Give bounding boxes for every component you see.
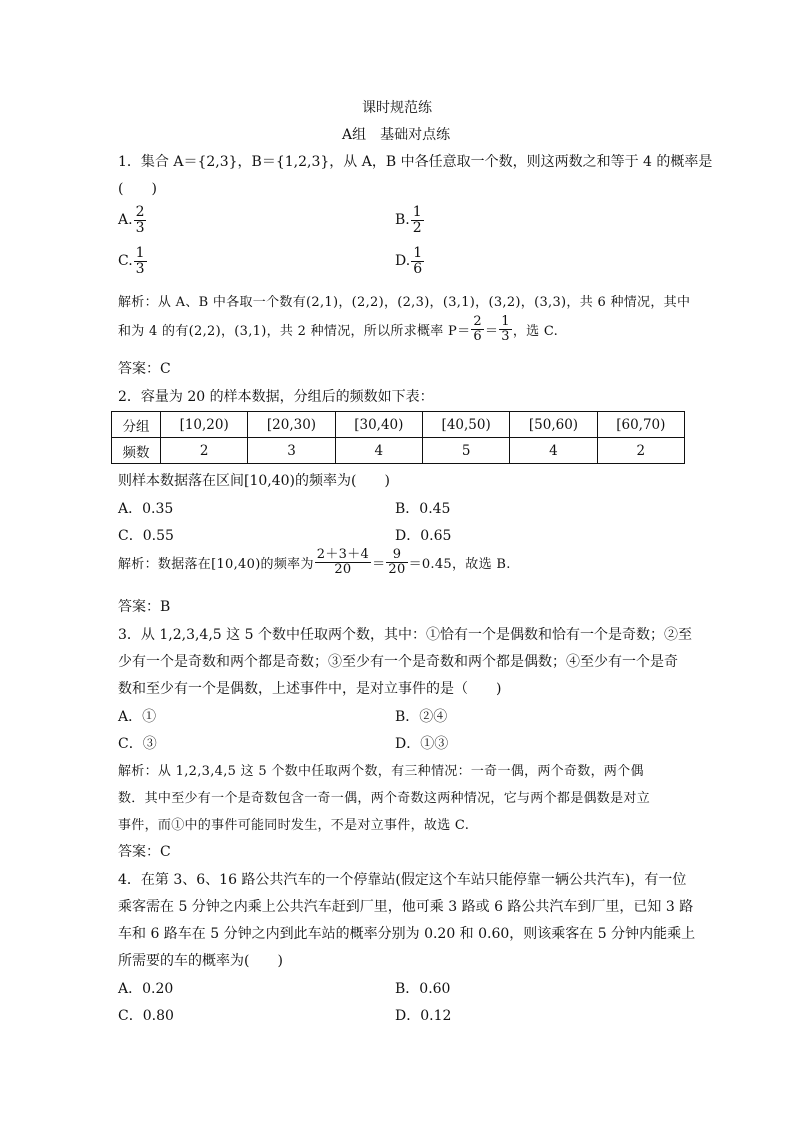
q1-option-b — [395, 205, 425, 235]
q3-option-d: D．①③ — [395, 736, 449, 752]
q3-stem-line3: 数和至少有一个是偶数，上述事件中，是对立事件的是（ ) — [118, 681, 502, 697]
q2-solution-fraction-2: $\frac{9}{20}$ — [388, 547, 406, 577]
q4-stem-line4: 所需要的车的概率为( ) — [118, 953, 283, 969]
q4-option-d: D．0.12 — [395, 1008, 452, 1024]
q2-option-b: B．0.45 — [395, 501, 451, 517]
q2-stem-line1: 2．容量为 20 的样本数据，分组后的频数如下表： — [118, 389, 434, 405]
q1-option-b-fraction: $\frac{1}{2}$ — [412, 204, 422, 236]
table-cell-count: 2 — [597, 438, 684, 464]
q1-option-d-fraction: $\frac{1}{6}$ — [413, 245, 423, 277]
q1-option-a-label: A. — [118, 212, 133, 229]
table-cell-group: [20,30) — [248, 412, 335, 438]
q3-option-b: B．②④ — [395, 709, 448, 725]
q2-answer: 答案：B — [118, 599, 171, 615]
frequency-table — [111, 411, 685, 464]
q2-option-c: C．0.55 — [118, 528, 174, 544]
q1-solution-line2: 和为 4 的有(2,2)，(3,1)，共 2 种情况，所以所求概率 P＝ $\frac{2}{6}$ ＝ $\frac{1}{3}$ ，选 C. — [118, 314, 559, 344]
table-cell-group: [40,50) — [422, 412, 509, 438]
q4-option-a: A．0.20 — [118, 981, 174, 997]
q4-option-c: C．0.80 — [118, 1008, 174, 1024]
q1-option-d — [395, 246, 425, 276]
section-subtitle: A组 基础对点练 — [342, 127, 451, 143]
q1-option-c-label: C. — [118, 253, 133, 270]
q3-solution-line1: 解析：从 1,2,3,4,5 这 5 个数中任取两个数，有三种情况：一奇一偶，两个奇数，两个偶 — [118, 764, 644, 779]
table-cell-group: [30,40) — [335, 412, 422, 438]
table-cell-count: 4 — [510, 438, 597, 464]
q1-option-a — [118, 205, 147, 235]
table-cell-count: 2 — [161, 438, 248, 464]
table-row — [112, 438, 685, 464]
q3-stem-line2: 少有一个是奇数和两个都是奇数；③至少有一个是奇数和两个都是偶数；④至少有一个是奇 — [118, 654, 678, 670]
q1-answer: 答案：C — [118, 361, 171, 377]
q3-option-a: A．① — [118, 709, 157, 725]
q4-stem-line1: 4．在第 3、6、16 路公共汽车的一个停靠站(假定这个车站只能停靠一辆公共汽车)，有一位 — [118, 872, 687, 888]
q2-stem-line2: 则样本数据落在区间[10,40)的频率为( ) — [118, 473, 390, 489]
q1-option-c-fraction: $\frac{1}{3}$ — [135, 245, 145, 277]
q3-answer: 答案：C — [118, 844, 171, 860]
table-row — [112, 412, 685, 438]
q2-option-d: D．0.65 — [395, 528, 452, 544]
q2-solution: 解析：数据落在[10,40)的频率为 $\frac{2+3+4}{20}$ ＝ $\frac{9}{20}$ ＝0.45，故选 B. — [118, 547, 511, 577]
q1-stem-line2: ( ) — [118, 181, 157, 197]
table-cell-count: 5 — [422, 438, 509, 464]
q3-option-c: C．③ — [118, 736, 157, 752]
table-row-header-count: 频数 — [112, 438, 161, 464]
q4-stem-line2: 乘客需在 5 分钟之内乘上公共汽车赶到厂里，他可乘 3 路或 6 路公共汽车到厂里，已知 3 路 — [118, 899, 694, 915]
table-row-header-group: 分组 — [112, 412, 161, 438]
q1-option-a-fraction: $\frac{2}{3}$ — [135, 204, 145, 236]
q4-option-b: B．0.60 — [395, 981, 451, 997]
q1-stem-line1: 1．集合 A＝{2,3}，B＝{1,2,3}，从 A，B 中各任意取一个数，则这两数之和等于 4 的概率是 — [118, 154, 713, 170]
table-cell-group: [60,70) — [597, 412, 684, 438]
table-cell-group: [10,20) — [161, 412, 248, 438]
q3-stem-line1: 3．从 1,2,3,4,5 这 5 个数中任取两个数，其中：①恰有一个是偶数和恰有一个是奇数；②至 — [118, 627, 692, 643]
q2-solution-fraction-1: $\frac{2+3+4}{20}$ — [316, 547, 370, 577]
q1-option-c — [118, 246, 148, 276]
q1-solution-fraction-2: $\frac{1}{3}$ — [501, 314, 510, 344]
page-title: 课时规范练 — [362, 100, 432, 116]
q4-stem-line3: 车和 6 路车在 5 分钟之内到此车站的概率分别为 0.20 和 0.60，则该乘客在 5 分钟内能乘上 — [118, 926, 696, 942]
q1-solution-line1: 解析：从 A、B 中各取一个数有(2,1)，(2,2)，(2,3)，(3,1)，(3,2)，(3,3)，共 6 种情况，其中 — [118, 295, 691, 310]
q1-option-d-label: D. — [395, 253, 411, 270]
table-cell-group: [50,60) — [510, 412, 597, 438]
q1-option-b-label: B. — [395, 212, 410, 229]
q3-solution-line3: 事件，而①中的事件可能同时发生，不是对立事件，故选 C. — [118, 818, 470, 833]
q3-solution-line2: 数．其中至少有一个是奇数包含一奇一偶，两个奇数这两种情况，它与两个都是偶数是对立 — [118, 791, 651, 806]
table-cell-count: 4 — [335, 438, 422, 464]
table-cell-count: 3 — [248, 438, 335, 464]
q1-solution-fraction-1: $\frac{2}{6}$ — [473, 314, 482, 344]
q2-option-a: A．0.35 — [118, 501, 174, 517]
